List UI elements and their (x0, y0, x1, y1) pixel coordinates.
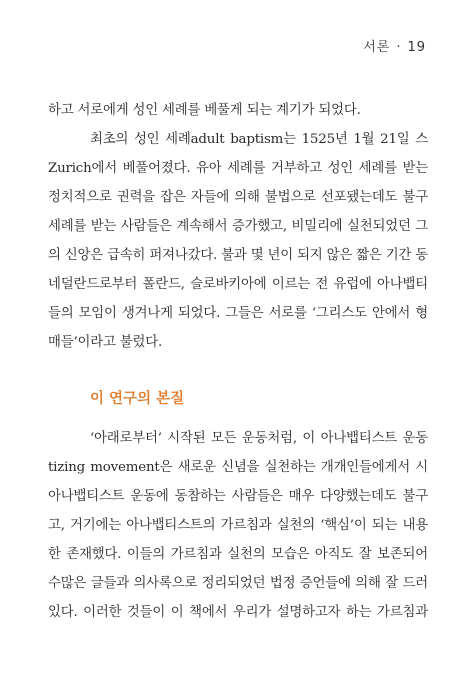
paragraph-3-line: ‘아래로부터’ 시작된 모든 운동처럼, 이 아나뱁티스트 운동 (90, 431, 428, 446)
paragraph-3-line: 있다. 이러한 것들이 이 책에서 우리가 설명하고자 하는 가르침과 (48, 605, 428, 620)
paragraph-3-line: 아나뱁티스트 운동에 동참하는 사람들은 매우 다양했는데도 불구 (48, 489, 428, 504)
body-text (48, 96, 428, 627)
paragraph-2-line: 들의 모임이 생겨나게 되었다. 그들은 서로를 ‘그리스도 안에서 형 (48, 306, 428, 321)
paragraph-1-line: 하고 서로에게 성인 세례를 베풀게 되는 계기가 되었다. (48, 103, 361, 118)
paragraph-3-line: 수많은 글들과 의사록으로 정리되었던 법정 증언들에 의해 잘 드러 (48, 576, 428, 591)
paragraph-3-line: tizing movement은 새로운 신념을 실천하는 개개인들에게서 시 (48, 460, 428, 475)
paragraph-2-line: 네덜란드로부터 폴란드, 슬로바키아에 이르는 전 유럽에 아나뱁티 (48, 277, 428, 292)
running-head-separator: · (396, 40, 402, 55)
section-heading: 이 연구의 본질 (90, 391, 185, 407)
paragraph-3-line: 한 존재했다. 이들의 가르침과 실천의 모습은 아직도 잘 보존되어 (48, 547, 428, 562)
paragraph-2-line: 세례를 받는 사람들은 계속해서 증가했고, 비밀리에 실천되었던 그 (48, 219, 428, 234)
paragraph-2-line: 의 신앙은 급속히 퍼져나갔다. 불과 몇 년이 되지 않은 짧은 기간 동 (48, 248, 428, 263)
running-head-title: 서론 (363, 40, 391, 55)
paragraph-2-line: Zurich에서 베풀어졌다. 유아 세례를 거부하고 성인 세례를 받는 (48, 161, 428, 176)
page-number: 19 (407, 40, 426, 55)
running-head (363, 36, 426, 55)
paragraph-2-line: 정치적으로 권력을 잡은 자들에 의해 불법으로 선포됐는데도 불구 (48, 190, 428, 205)
paragraph-3-line: 고, 거기에는 아나뱁티스트의 가르침과 실천의 ‘핵심’이 되는 내용 (48, 518, 428, 533)
paragraph-2-line: 최초의 성인 세례adult baptism는 1525년 1월 21일 스 (90, 132, 428, 147)
paragraph-2-line: 매들’이라고 불렀다. (48, 335, 163, 350)
